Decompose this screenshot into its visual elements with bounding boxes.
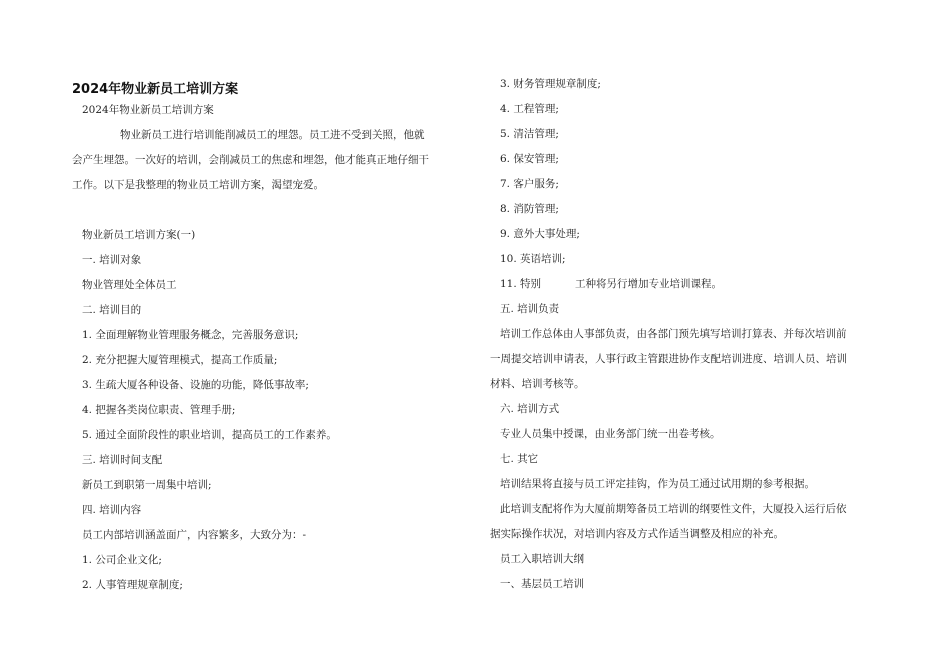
list-item: 5. 清洁管理; [500, 128, 559, 140]
section-body-line: 一周提交培训申请表，人事行政主管跟进协作支配培训进度、培训人员、培训 [490, 353, 847, 365]
section-heading: 二. 培训目的 [82, 304, 142, 316]
subtitle: 2024年物业新员工培训方案 [82, 104, 214, 116]
blank-line [72, 198, 464, 223]
list-item: 4. 工程管理; [500, 103, 559, 115]
list-item-text: 工种将另行增加专业培训课程。 [575, 278, 723, 290]
list-item: 7. 客户服务; [500, 178, 559, 190]
list-item: 2. 充分把握大厦管理模式，提高工作质量; [82, 354, 278, 366]
right-column [490, 72, 882, 597]
list-item: 6. 保安管理; [500, 153, 559, 165]
intro-line: 会产生埋怨。一次好的培训，会削减员工的焦虑和埋怨，他才能真正地仔细干 [72, 154, 429, 166]
section-heading: 五. 培训负责 [500, 303, 560, 315]
section-heading: 六. 培训方式 [500, 403, 560, 415]
section-heading: 三. 培训时间支配 [82, 454, 163, 466]
left-column [72, 98, 464, 598]
section-body: 员工内部培训涵盖面广，内容繁多，大致分为：- [82, 529, 307, 541]
list-item: 9. 意外大事处理; [500, 228, 580, 240]
outline-title: 员工入职培训大纲 [500, 553, 584, 565]
plan-title: 物业新员工培训方案(一) [82, 229, 196, 241]
intro-line: 物业新员工进行培训能削减员工的埋怨。员工进不受到关照，他就 [120, 129, 425, 141]
section-body: 专业人员集中授课，由业务部门统一出卷考核。 [500, 428, 721, 440]
list-item: 8. 消防管理; [500, 203, 559, 215]
list-item: 4. 把握各类岗位职责、管理手册; [82, 404, 236, 416]
section-body-line: 材料、培训考核等。 [490, 378, 585, 390]
section-body-line: 此培训支配将作为大厦前期筹备员工培训的纲要性文件，大厦投入运行后依 [500, 503, 847, 515]
list-item: 5. 通过全面阶段性的职业培训，提高员工的工作素养。 [82, 429, 337, 441]
intro-line: 工作。以下是我整理的物业员工培训方案，渴望宠爱。 [72, 179, 324, 191]
section-heading: 七. 其它 [500, 453, 539, 465]
section-body: 培训结果将直接与员工评定挂钩，作为员工通过试用期的参考根据。 [500, 478, 815, 490]
list-item: 2. 人事管理规章制度; [82, 579, 183, 591]
list-item: 1. 全面理解物业管理服务概念，完善服务意识; [82, 329, 299, 341]
list-item: 1. 公司企业文化; [82, 554, 162, 566]
section-body: 新员工到职第一周集中培训; [82, 479, 212, 491]
list-item: 3. 生疏大厦各种设备、设施的功能，降低事故率; [82, 379, 309, 391]
document-title: 2024年物业新员工培训方案 [72, 82, 239, 97]
section-body-line: 据实际操作状况，对培训内容及方式作适当调整及相应的补充。 [490, 528, 784, 540]
list-item: 10. 英语培训; [500, 253, 566, 265]
list-item-number: 11. 特别 [500, 278, 542, 290]
outline-section: 一、基层员工培训 [500, 578, 584, 590]
section-heading: 一. 培训对象 [82, 254, 142, 266]
section-heading: 四. 培训内容 [82, 504, 142, 516]
section-body-line: 培训工作总体由人事部负责，由各部门预先填写培训打算表、并每次培训前 [500, 328, 847, 340]
list-item [490, 272, 882, 297]
list-item: 3. 财务管理规章制度; [500, 78, 601, 90]
section-body: 物业管理处全体员工 [82, 279, 177, 291]
